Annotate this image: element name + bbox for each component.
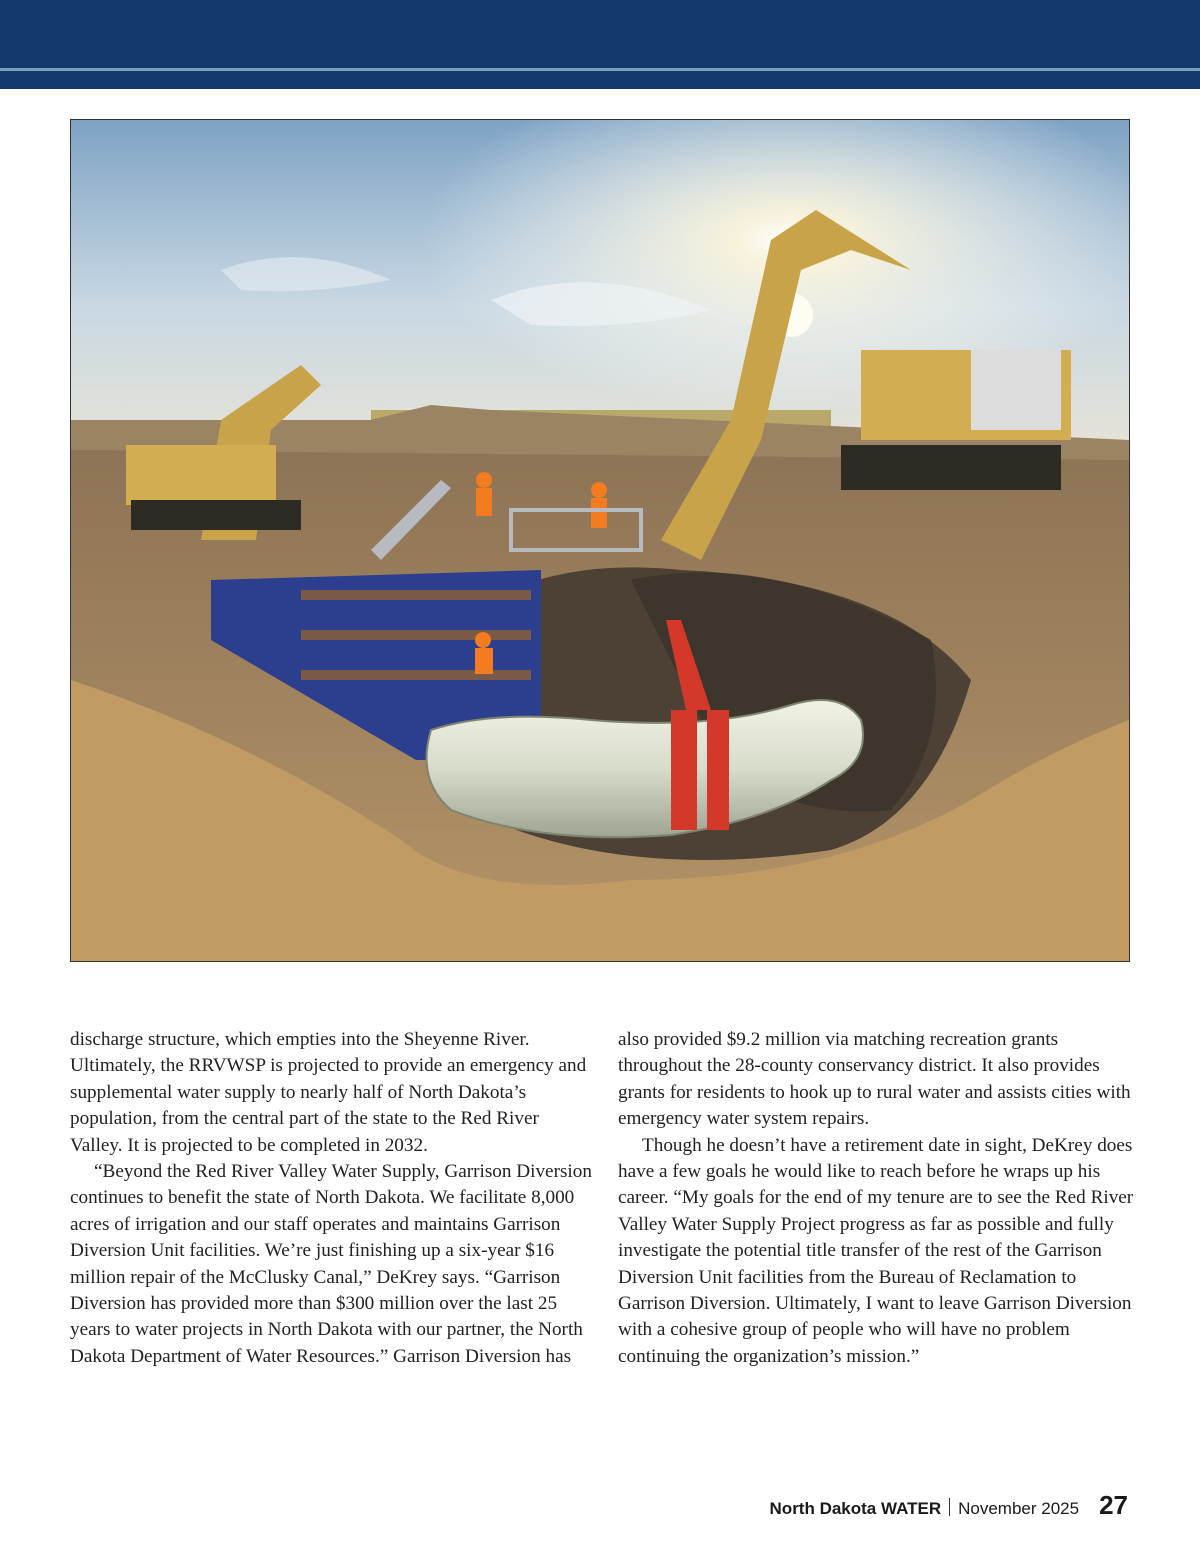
trench-box-spreader: [301, 630, 531, 640]
header-band: [0, 0, 1200, 89]
excavator-body-left: [126, 445, 276, 505]
right-column: [618, 1027, 1143, 1370]
worker: [475, 632, 491, 648]
worker: [475, 648, 493, 674]
footer-divider: [949, 1498, 950, 1516]
publication-name: North Dakota WATER: [769, 1499, 942, 1518]
worker: [591, 482, 607, 498]
excavator-cab-right: [971, 350, 1061, 430]
excavator-tracks-left: [131, 500, 301, 530]
issue-date: November 2025: [958, 1499, 1080, 1518]
worker: [476, 472, 492, 488]
page-number: 27: [1099, 1490, 1128, 1520]
paragraph: “Beyond the Red River Valley Water Supply, Garrison Diversion continues to benefit the state of North Dakota. We facilitate 8,000 acres of irrigation and our staff operates and maintains Garrison Diversion Unit facilities. We’re just finishing up a six-year $16 million repair of the McClusky Canal,” DeKrey says. “Garrison Diversion has provided more than $300 million over the last 25 years to water projects in North Dakota with our partner, the North Dakota Department of Water Resources.” Garrison Diversion has: [70, 1161, 592, 1367]
header-rule: [0, 68, 1200, 71]
page-footer: [770, 1490, 1128, 1530]
paragraph: also provided $9.2 million via matching recreation grants throughout the 28-county conservancy district. It also provides grants for residents to hook up to rural water and assists cities with emergency water system repairs.: [618, 1029, 1131, 1130]
worker: [476, 488, 492, 516]
worker: [591, 498, 607, 528]
left-column: [70, 1027, 595, 1370]
paragraph: Though he doesn’t have a retirement date in sight, DeKrey does have a few goals he would like to reach before he wraps up his career. “My goals for the end of my tenure are to see the Red River Valley Water Supply Project progress as far as possible and fully investigate the potential title transfer of the rest of the Garrison Diversion Unit facilities from the Bureau of Reclamation to Garrison Diversion. Ultimately, I want to leave Garrison Diversion with a cohesive group of people who will have no problem continuing the organization’s mission.”: [618, 1134, 1134, 1367]
construction-photo: [70, 119, 1130, 962]
trench-box-spreader: [301, 670, 531, 680]
paragraph: discharge structure, which empties into the Sheyenne River. Ultimately, the RRVWSP is projected to provide an emergency and supplemental water supply to nearly half of North Dakota’s population, from the central part of the state to the Red River Valley. It is projected to be completed in 2032.: [70, 1029, 587, 1156]
lifting-strap: [671, 710, 697, 830]
trench-box-spreader: [301, 590, 531, 600]
excavator-tracks-right: [841, 445, 1061, 490]
lifting-strap: [707, 710, 729, 830]
